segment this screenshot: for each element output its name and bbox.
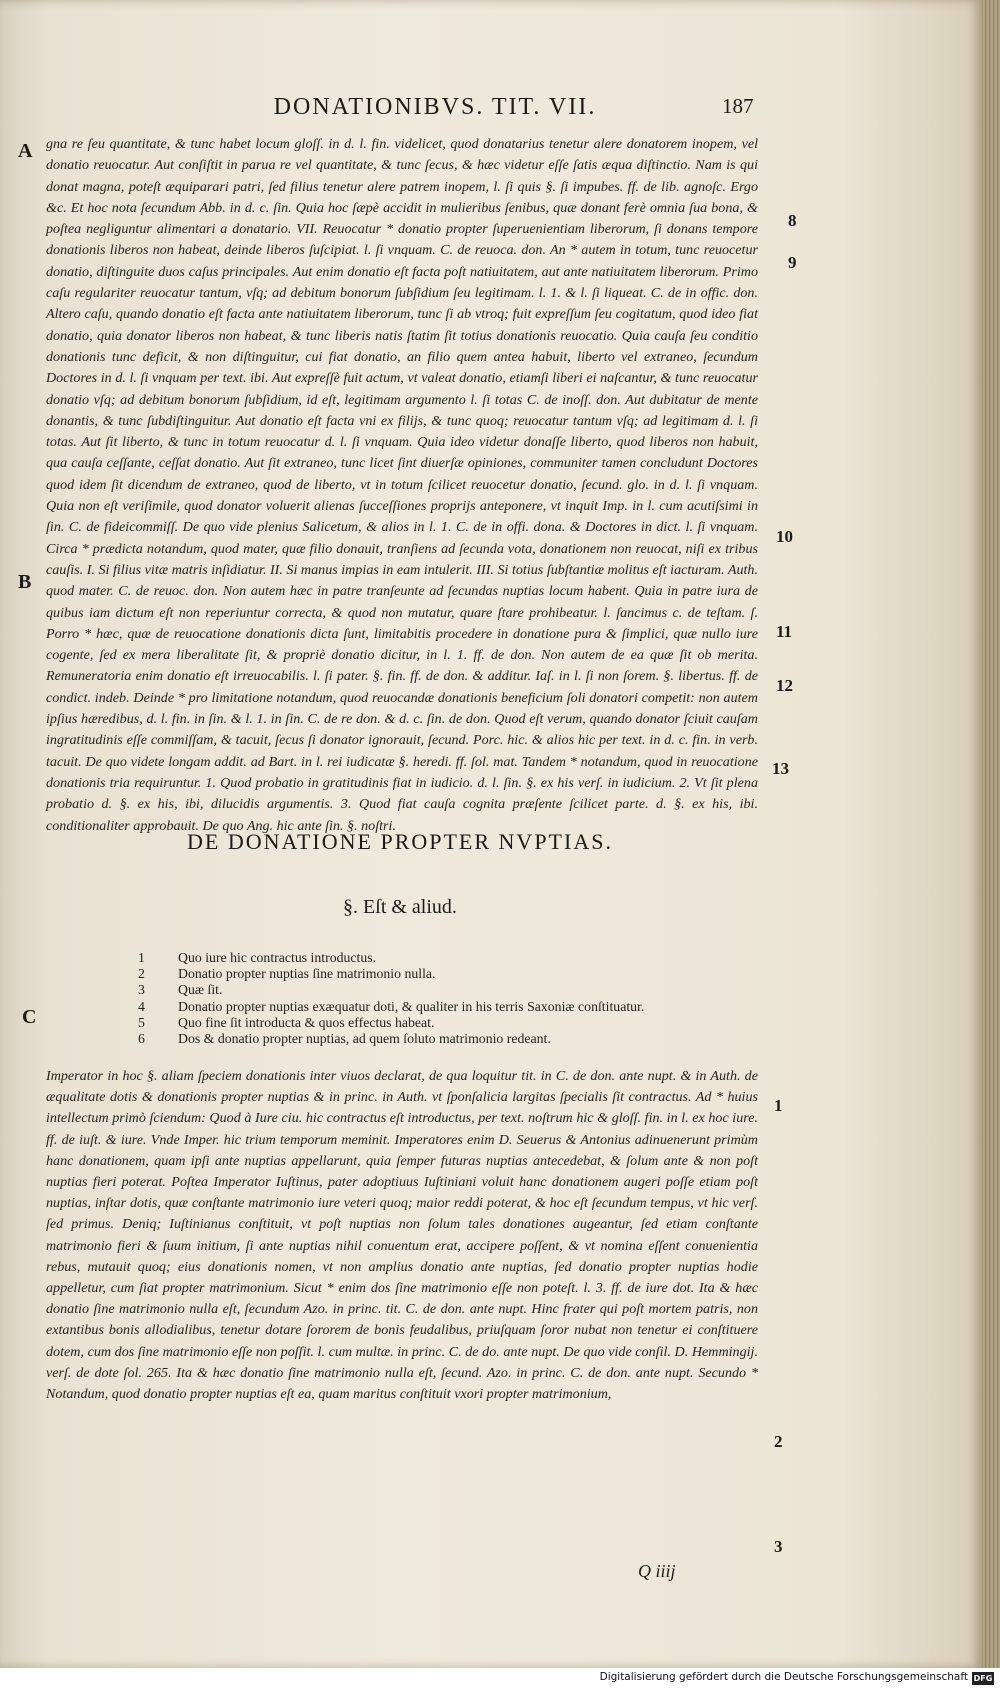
summary-number: 1 xyxy=(138,950,145,965)
margin-letter-a: A xyxy=(18,140,33,162)
margin-note-13: 13 xyxy=(772,759,789,778)
summary-text: Donatio propter nuptias exæquatur doti, & qualiter in his terris Saxoniæ conſtituatur. xyxy=(178,998,645,1014)
summary-item xyxy=(138,982,758,998)
margin-letter-c: C xyxy=(22,1006,37,1028)
margin-note-10: 10 xyxy=(776,527,793,546)
summary-text: Quo iure hic contractus introductus. xyxy=(178,950,377,965)
running-head: DONATIONIBVS. TIT. VII. xyxy=(273,94,597,120)
margin-note-2: 2 xyxy=(774,1432,783,1451)
page-fore-edge xyxy=(982,0,1000,1668)
digitization-credit: Digitalisierung gefördert durch die Deutsche Forschungsgemeinschaft xyxy=(599,1671,968,1683)
summary-text: Quo fine ſit introducta & quos effectus habeat. xyxy=(178,1014,435,1030)
summary-number: 6 xyxy=(138,1031,145,1047)
summary-number: 4 xyxy=(138,998,145,1014)
summary-text: Quæ ſit. xyxy=(178,982,223,998)
margin-letter-b: B xyxy=(18,571,32,593)
section-subtitle: §. Eſt & aliud. xyxy=(343,896,457,918)
margin-note-9: 9 xyxy=(788,253,797,272)
margin-note-1: 1 xyxy=(774,1096,783,1115)
summary-item xyxy=(138,950,758,966)
summary-number: 2 xyxy=(138,966,145,982)
second-commentary-text: Imperator in hoc §. aliam ſpeciem donationis inter viuos declarat, de qua loquitur tit. in C. de don. ante nupt. & in Auth. de æqualitate dotis & donationis propter nuptias & in princ. in Auth. vt ſponſalicia largitas ſpecialis ſit contractus. Ad * huius intellectum primò ſciendum: Quod à Iure ciu. hic contractus eſt introductus, per text. noſtrum hic & gloſſ. fin. in l. ex hoc iure. ff. de iuſt. & iure. Vnde Imper. hic trium temporum meminit. Imperatores enim D. Seuerus & Antonius adinuenerunt primùm hanc donationem, quam ipſi ante nuptias appellarunt, quia ſemper futuras nuptias antecedebat, & ſolum ante & non poſt nuptias fieri poterat. Poſtea Imperator Iuſtinus, pater adoptiuus Iuſtiniani voluit hanc donationem augeri poſſe etiam poſt nuptias, inſtar dotis, quæ conſtante matrimonio iure veteri quoq; maior reddi poterat, & hoc eſt ſecundum tempus, vt hic verſ. ſed primus. Deniq; Iuſtinianus conſtituit, vt poſt nuptias non ſolum tales donationes augeantur, ſed etiam conſtante matrimonio fieri & ſuum initium, ſi ante nuptias nihil conuentum erat, accipere poſſent, & vt nomina eſſent conuenientia rebus, mutauit quoq; eius donationis nomen, vt non amplius donatio ante nuptias, ſed donatio propter nuptias hodie appelletur, cum ſiat propter matrimonium. Sicut * enim dos ſine matrimonio eſſe non poteſt. l. 3. ff. de iure dot. Ita & hæc donatio ſine matrimonio nulla eſt, ſecundum Azo. in princ. tit. C. de don. ante nupt. Hinc frater qui poſt mortem patris, non extantibus bonis allodialibus, tenetur dotare ſororem de bonis feudalibus, priuſquam ſoror nubat non tenetur ei conſtituere dotem, cum dos ſine matrimonio eſſe non poſſit. l. cum multæ. in princ. C. de do. ante nupt. De quo vide conſil. D. Hemmingij. verſ. de dote ſol. 265. Ita & hæc donatio ſine matrimonio nulla eſt, ſecund. Azo. in princ. C. de don. ante nupt. Secundo * Notandum, quod donatio propter nuptias eſt ea, quam maritus conſtituit vxori propter matrimonium, xyxy=(46,1068,758,1403)
summary-text: Dos & donatio propter nuptias, ad quem ſoluto matrimonio redeant. xyxy=(178,1031,551,1047)
summary-number: 5 xyxy=(138,1014,145,1030)
summary-item xyxy=(138,999,758,1015)
main-commentary-text: gna re ſeu quantitate, & tunc habet locum gloſſ. in d. l. fin. videlicet, quod donatarius tenetur alere donatorem inopem, vel donatio reuocatur. Aut conſiſtit in parua re vel quantitate, & tunc ſecus, & hæc videtur eſſe ſatis æqua diſtinctio. Nam is qui donat magna, poteſt æquiparari patri, ſed filius tenetur alere patrem inopem, l. ſi quis §. ſi impubes. ff. de lib. agnoſc. Ergo &c. Et hoc nota ſecundum Abb. in d. c. ſin. Quia hoc ſæpè accidit in mulieribus ſenibus, quæ donant ferè omnia ſua bona, & poſtea negliguntur alimentari a donatario. VII. Reuocatur * donatio propter ſuperuenientiam liberorum, ſi donans tempore donationis liberos non habeat, deinde liberos ſuſcipiat. l. ſi vnquam. C. de reuoca. don. An * autem in totum, tunc reuocetur donatio, diſtinguite duos caſus principales. Aut enim donatio eſt facta poſt natiuitatem, aut ante natiuitatem liberorum. Primo caſu regulariter reuocatur tantum, vſq; ad debitum bonorum ſubſidium ſeu legitimam. l. 1. & l. ſi liqueat. C. de in offic. don. Altero caſu, quando donatio eſt facta ante natiuitatem liberorum, tunc ſi ab vtroq; fuit expreſſum ſeu cogitatum, quod ideo fiat donatio, quia donator liberos non habeat, & tunc liberis natis ſtatim ſit totius donationis reuocatio. Quia cauſa ſeu conditio donationis tunc deficit, & non diſtinguitur, cui fiat donatio, an filio quem antea habuit, liberto vel extraneo, ſecundum Doctores in d. l. ſi vnquam per text. ibi. Aut expreſſè fuit actum, vt valeat donatio, etiamſi liberi ei naſcantur, & tunc reuocatur donatio vſq; ad debitum bonorum ſubſidium, id eſt, legitimam argumento l. ſi totas C. de inoſſ. don. Aut dubitatur de mente donantis, & tunc ſubdiſtinguitur. Aut donatio eſt facta vni ex filijs, & tunc quoq; reuocatur tantum vſq; ad legitimam d. l. ſi totas. Aut ſit liberto, & tunc in totum reuocatur d. l. ſi vnquam. Quia ideo videtur donaſſe liberto, quod liberos non habuit, qua cauſa ceſſante, ceſſat donatio. Aut ſit extraneo, tunc licet ſint diuerſæ opiniones, communiter tamen concludunt Doctores quod idem ſit dicendum de extraneo, quod de liberto, vt in totum ſcilicet reuocetur donatio, ſecund. glo. in d. l. ſi vnquam. Quia non eſt veriſimile, quod donator voluerit alienas ſucceſſiones proprijs anteponere, vt inquit Imp. in l. cum acutiſsimi in ſin. C. de fideicommiſſ. De quo vide plenius Salicetum, & alios in l. 1. C. de in offi. dona. & Doctores in dict. l. ſi vnquam. Circa * prædicta notandum, quod mater, quæ filio donauit, tranſiens ad ſecunda vota, donationem non reuocat, niſi ex tribus cauſis. I. Si filius vitæ matris inſidiatur. II. Si manus impias in eam intulerit. III. Si totius ſubſtantiæ molitus eſt iacturam. Auth. quod mater. C. de reuoc. don. Non autem hæc in patre tranſeunte ad ſecundas nuptias locum habent. Quia in patre iura de quibus iam dictum eſt non reperiuntur correcta, & quod non mutatur, quare ſtare prohibeatur. l. ſancimus c. de teſtam. ſ. Porro * hæc, quæ de reuocatione donationis dicta ſunt, limitabitis procedere in donatione pura & ſimplici, quæ nullo iure cogente, ſed ex mera liberalitate ſit, & propriè donatio dicitur, in l. 1. ff. de don. Non autem de ea quæ ſit ob merita. Remuneratoria enim donatio eſt irreuocabilis. l. ſi pater. §. fin. ff. de don. & additur. Iaſ. in l. ſi non ſorem. §. libertus. ff. de condict. indeb. Deinde * pro limitatione notandum, quod reuocandæ donationis beneficium ſoli donatori competit: non autem ipſius hæredibus, d. l. fin. in ſin. & l. 1. in ſin. C. de re don. & d. c. ſin. de don. Quod eſt verum, quando donator ſciuit cauſam ingratitudinis eſſe commiſſam, & tacuit, ſecus ſi donator ignorauit, ſecund. Porc. hic. & alios hic per text. in d. c. fin. in verb. tacuit. De quo videte longam addit. ad Bart. in l. rei iudicatæ §. heredi. ff. ſol. mat. Tandem * notandum, quod in reuocatione donationis tria requiruntur. 1. Quod probatio in gratitudinis fiat in iudicio. d. l. ſin. §. ex his verſ. in iudicium. 2. Vt ſit plena probatio d. §. ex his, ibi, dilucidis argumentis. 3. Quod fiat cauſa cognita præſente ſcilicet parte. d. §. ex his, ibi. conditionaliter approbauit. De quo Ang. hic ante ſin. §. noſtri. xyxy=(46,136,758,834)
margin-note-8: 8 xyxy=(788,211,797,230)
margin-note-3: 3 xyxy=(774,1537,783,1556)
margin-note-11: 11 xyxy=(776,622,793,641)
summary-item xyxy=(138,966,758,982)
margin-note-12: 12 xyxy=(776,676,793,695)
summary-list xyxy=(138,950,758,1047)
summary-item xyxy=(138,1015,758,1031)
page-number: 187 xyxy=(722,94,754,118)
summary-text: Donatio propter nuptias ſine matrimonio nulla. xyxy=(178,966,436,982)
section-title: DE DONATIONE PROPTER NVPTIAS. xyxy=(187,829,613,854)
summary-item xyxy=(138,1031,758,1047)
signature-mark: Q iiij xyxy=(638,1561,676,1581)
summary-number: 3 xyxy=(138,982,145,998)
dfg-logo: DFG xyxy=(973,1674,993,1683)
